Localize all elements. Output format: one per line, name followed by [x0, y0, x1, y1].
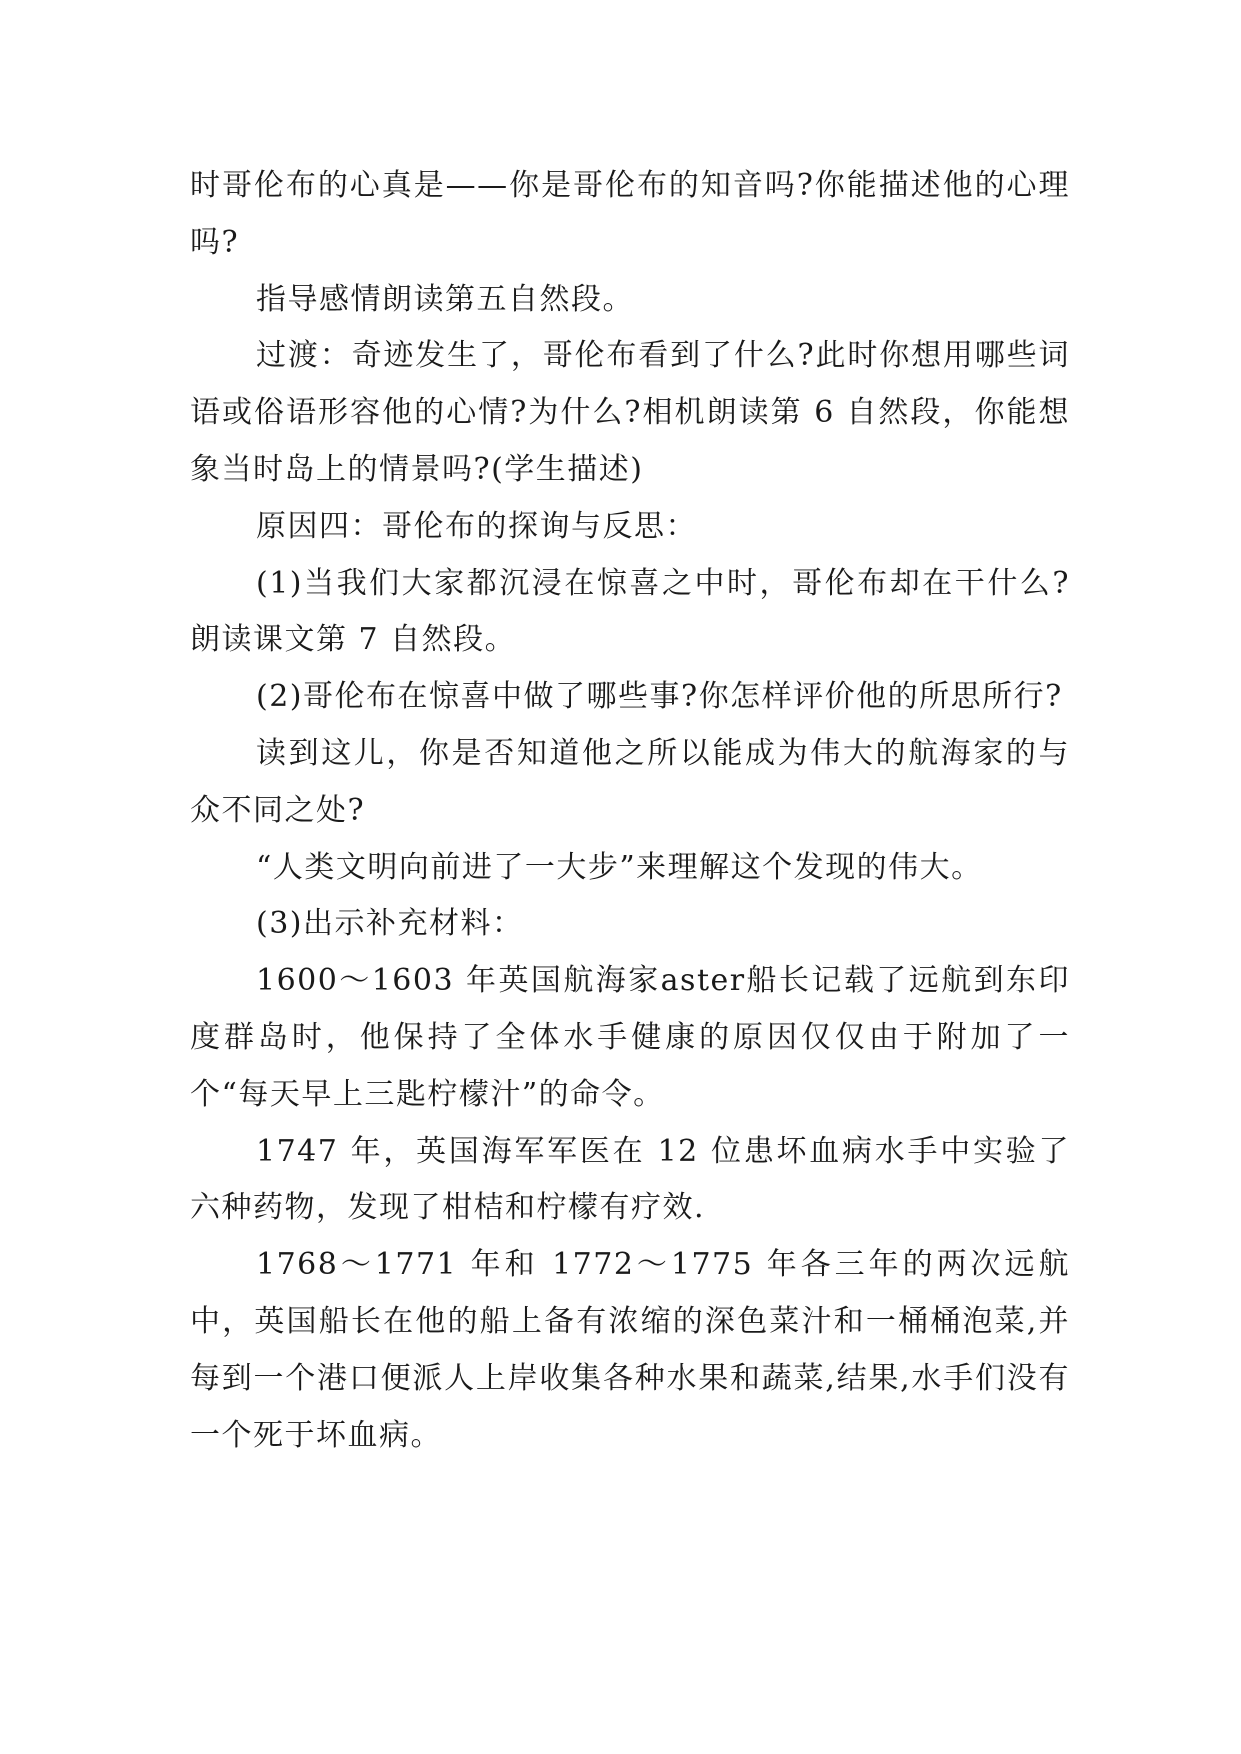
paragraph: 读到这儿，你是否知道他之所以能成为伟大的航海家的与众不同之处? [190, 735, 1070, 828]
paragraph: 时哥伦布的心真是——你是哥伦布的知音吗?你能描述他的心理吗? [190, 168, 1070, 260]
paragraph: 1600～1603 年英国航海家aster船长记载了远航到东印度群岛时，他保持了全体水手健康的原因仅仅由于附加了一个“每天早上三匙柠檬汁”的命令。 [190, 963, 1070, 1112]
paragraph: 1768～1771 年和 1772～1775 年各三年的两次远航中，英国船长在他的船上备有浓缩的深色菜汁和一桶桶泡菜,并每到一个港口便派人上岸收集各种水果和蔬菜,结果,水手们没有一个死于坏血病。 [190, 1247, 1070, 1453]
paragraph: (2)哥伦布在惊喜中做了哪些事?你怎样评价他的所思所行? [256, 679, 1063, 715]
paragraph: 原因四：哥伦布的探询与反思： [256, 508, 697, 544]
paragraph: (1)当我们大家都沉浸在惊喜之中时，哥伦布却在干什么?朗读课文第 7 自然段。 [190, 565, 1070, 658]
paragraph: “人类文明向前进了一大步”来理解这个发现的伟大。 [256, 849, 983, 885]
paragraph: 指导感情朗读第五自然段。 [256, 281, 634, 317]
paragraph: (3)出示补充材料： [256, 906, 524, 942]
document-body [190, 158, 1070, 1464]
paragraph: 过渡：奇迹发生了，哥伦布看到了什么?此时你想用哪些词语或俗语形容他的心情?为什么?相机朗读第 6 自然段，你能想象当时岛上的情景吗?(学生描述) [190, 338, 1070, 487]
paragraph: 1747 年，英国海军军医在 12 位患坏血病水手中实验了六种药物，发现了柑桔和柠檬有疗效. [190, 1133, 1070, 1226]
